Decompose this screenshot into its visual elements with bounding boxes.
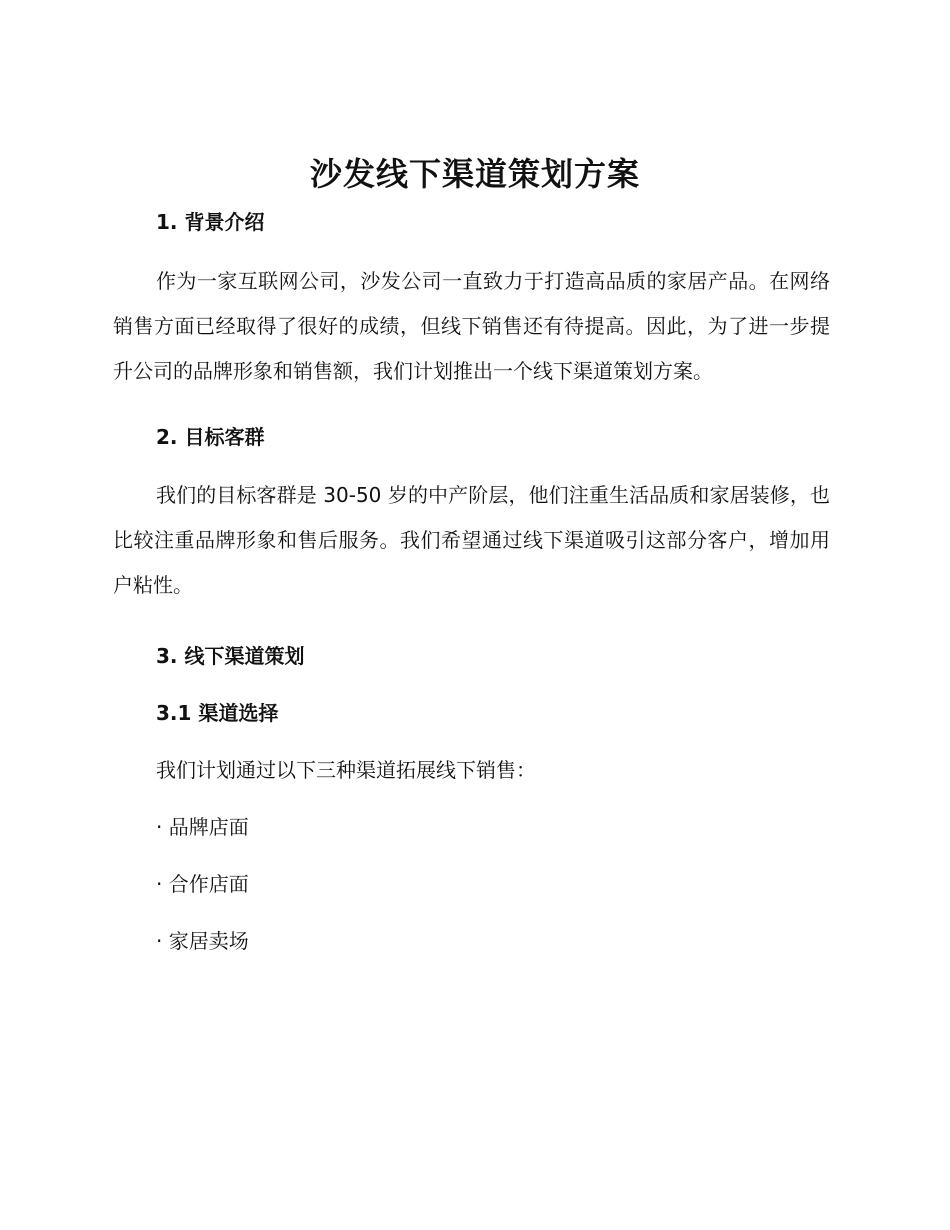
section-paragraph-background: 作为一家互联网公司，沙发公司一直致力于打造高品质的家居产品。在网络销售方面已经取得了很好的成绩，但线下销售还有待提高。因此，为了进一步提升公司的品牌形象和销售额，我们计划推出一个线下渠道策划方案。 [113, 269, 830, 383]
list-item-home-mall: · 家居卖场 [156, 929, 249, 953]
section-heading-background: 1. 背景介绍 [156, 210, 265, 234]
channel-selection-intro: 我们计划通过以下三种渠道拓展线下销售： [156, 758, 536, 782]
section-heading-target-customers: 2. 目标客群 [156, 425, 265, 449]
document-title: 沙发线下渠道策划方案 [309, 155, 640, 193]
list-item-partner-store: · 合作店面 [156, 872, 249, 896]
list-item-brand-store: · 品牌店面 [156, 815, 249, 839]
subsection-heading-channel-selection: 3.1 渠道选择 [156, 701, 279, 725]
section-heading-offline-channel-plan: 3. 线下渠道策划 [156, 644, 305, 668]
section-paragraph-target-customers: 我们的目标客群是 30-50 岁的中产阶层，他们注重生活品质和家居装修，也比较注重品牌形象和售后服务。我们希望通过线下渠道吸引这部分客户，增加用户粘性。 [113, 483, 830, 597]
